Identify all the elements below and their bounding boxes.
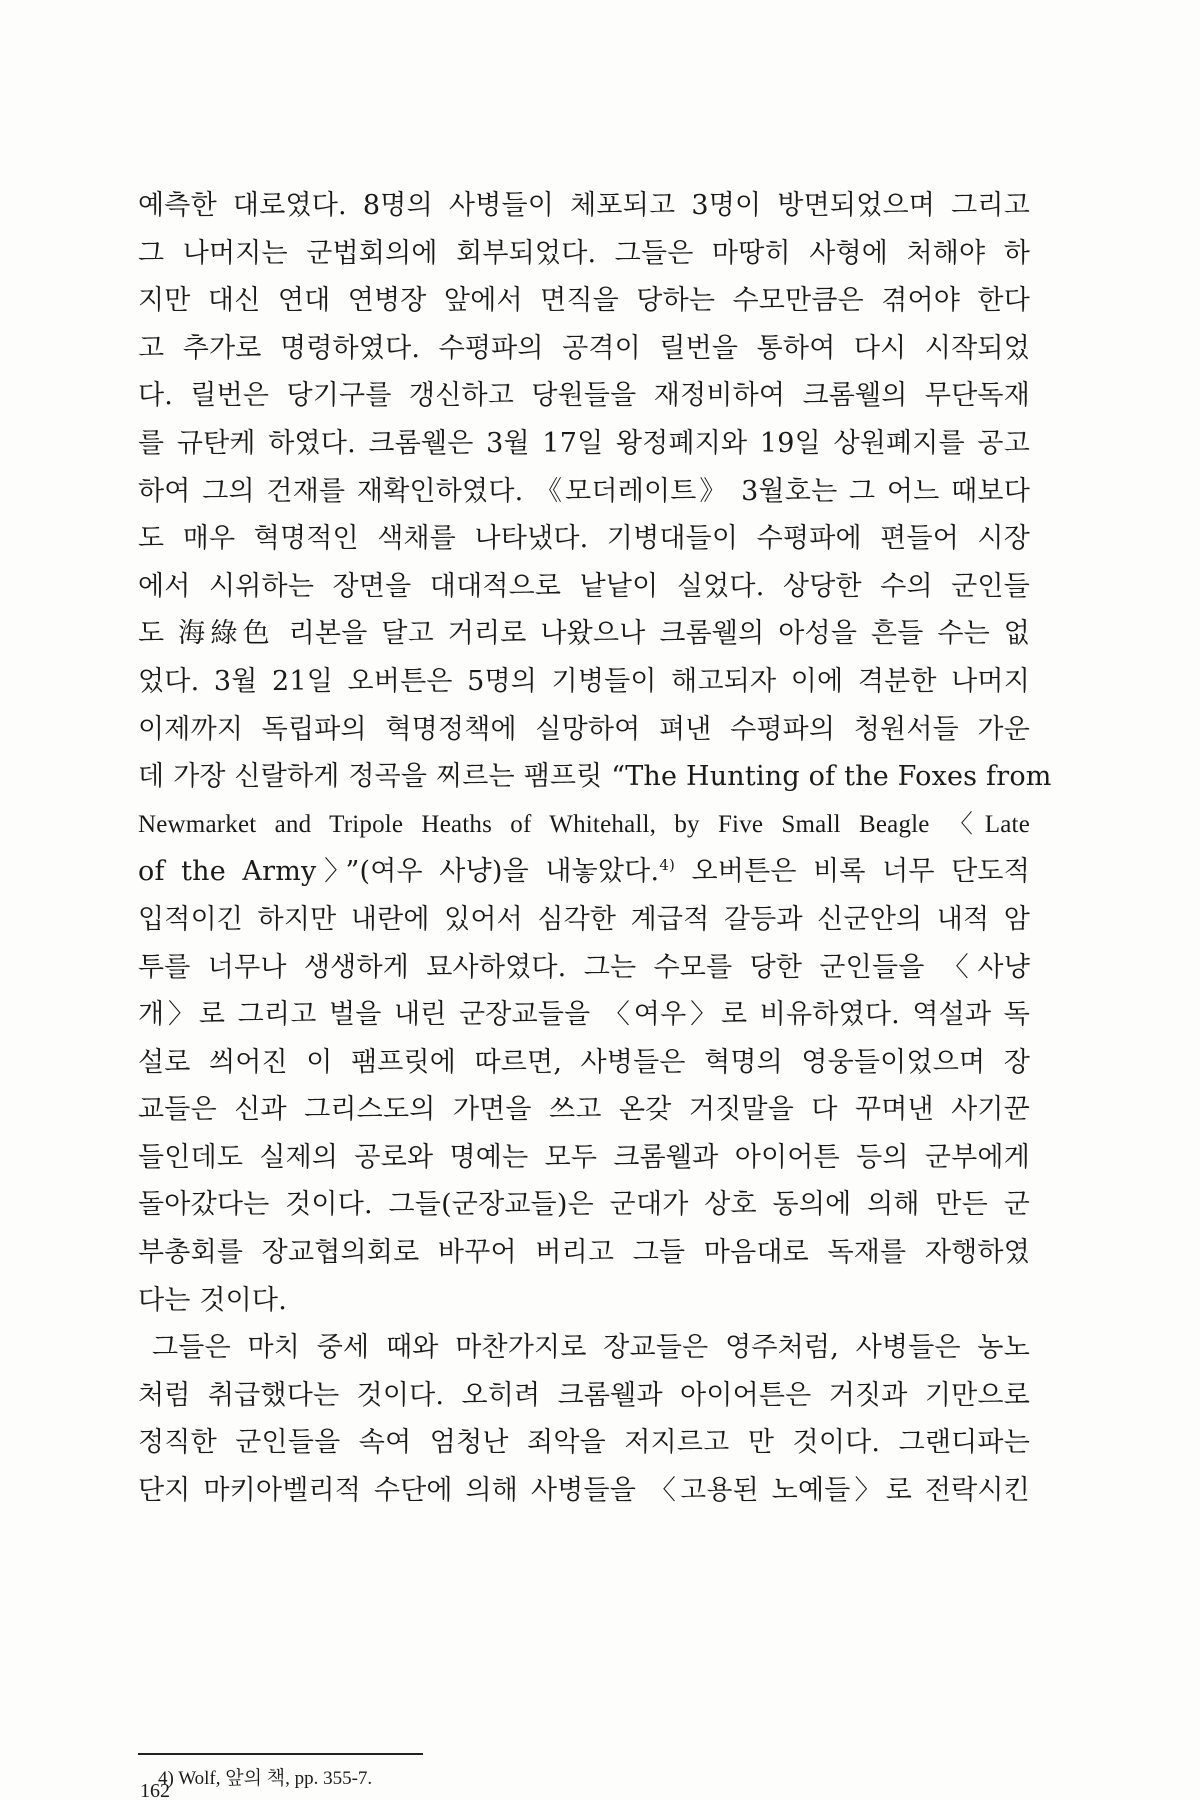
text-line: 단지 마키아벨리적 수단에 의해 사병들을 〈고용된 노예들〉로 전락시킨 [138,1475,1030,1507]
text-line: 그 나머지는 군법회의에 회부되었다. 그들은 마땅히 사형에 처해야 하 [138,237,1030,269]
text-line: 개〉로 그리고 벌을 내린 군장교들을 〈여우〉로 비유하였다. 역설과 독 [138,999,1030,1031]
body-text [138,182,1052,1515]
text-line: 돌아갔다는 것이다. 그들(군장교들)은 군대가 상호 동의에 의해 만든 군 [138,1189,1030,1221]
text-segment: 오버튼은 비록 너무 단도적 [691,856,1030,888]
text-line: 교들은 신과 그리스도의 가면을 쓰고 온갖 거짓말을 다 꾸며낸 사기꾼 [138,1094,1030,1126]
text-line: 를 규탄케 하였다. 크롬웰은 3월 17일 왕정폐지와 19일 상원폐지를 공고 [138,427,1030,459]
footnote: 4) Wolf, 앞의 책, pp. 355-7. [158,1768,373,1789]
text-line: 고 추가로 명령하였다. 수평파의 공격이 릴번을 통하여 다시 시작되었 [138,332,1030,364]
text-line: 었다. 3월 21일 오버튼은 5명의 기병들이 해고되자 이에 격분한 나머지 [138,665,1030,697]
text-line: 하여 그의 건재를 재확인하였다. 《모더레이트》 3월호는 그 어느 때보다 [138,475,1030,507]
footnote-reference: 4) [659,856,676,875]
text-line: 들인데도 실제의 공로와 명예는 모두 크롬웰과 아이어튼 등의 군부에게 [138,1141,1030,1173]
text-line: 에서 시위하는 장면을 대대적으로 낱낱이 실었다. 상당한 수의 군인들 [138,570,1030,602]
text-line: 다. 릴번은 당기구를 갱신하고 당원들을 재정비하여 크롬웰의 무단독재 [138,380,1030,412]
text-line: 도 海綠色 리본을 달고 거리로 나왔으나 크롬웰의 아성을 흔들 수는 없 [138,618,1030,650]
text-line: 다는 것이다. [138,1284,287,1316]
text-line: 이제까지 독립파의 혁명정책에 실망하여 펴낸 수평파의 청원서들 가운 [138,713,1030,745]
text-line: 설로 씌어진 이 팸프릿에 따르면, 사병들은 혁명의 영웅들이었으며 장 [138,1046,1030,1078]
text-line: Newmarket and Tripole Heaths of Whitehall, by Five Small Beagle 〈Late [138,810,1030,838]
text-line: 예측한 대로였다. 8명의 사병들이 체포되고 3명이 방면되었으며 그리고 [138,190,1030,221]
text-line: 부총회를 장교협의회로 바꾸어 버리고 그들 마음대로 독재를 자행하였 [138,1237,1030,1269]
text-line: 그들은 마치 중세 때와 마찬가지로 장교들은 영주처럼, 사병들은 농노 [152,1332,1030,1364]
text-line: 투를 너무나 생생하게 묘사하였다. 그는 수모를 당한 군인들을 〈사냥 [138,951,1030,983]
footnote-divider [138,1753,423,1755]
text-segment: of the Army〉”(여우 사냥)을 내놓았다. [138,856,660,888]
text-line: 정직한 군인들을 속여 엄청난 죄악을 저지르고 만 것이다. 그랜디파는 [138,1427,1030,1459]
text-line: 입적이긴 하지만 내란에 있어서 심각한 계급적 갈등과 신군안의 내적 암 [138,903,1030,935]
text-line: 데 가장 신랄하게 정곡을 찌르는 팸프릿 “The Hunting of the Foxes from [138,761,1052,793]
text-line: 도 매우 혁명적인 색채를 나타냈다. 기병대들이 수평파에 편들어 시장 [138,523,1030,555]
text-line: 처럼 취급했다는 것이다. 오히려 크롬웰과 아이어튼은 거짓과 기만으로 [138,1379,1030,1411]
text-line: 지만 대신 연대 연병장 앞에서 면직을 당하는 수모만큼은 겪어야 한다 [138,285,1030,317]
text-line-with-footnote [138,848,1030,896]
page-number: 162 [140,1780,170,1802]
